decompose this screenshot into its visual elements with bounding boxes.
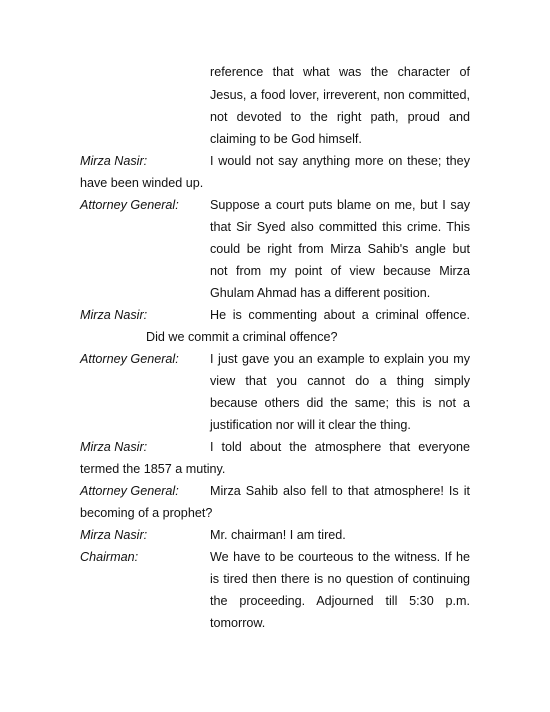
speech-line: Ghulam Ahmad has a different position.: [210, 286, 431, 300]
speech-line: not from my point of view because Mirza: [210, 264, 470, 278]
speech-wrap-line: becoming of a prophet?: [80, 506, 213, 520]
speaker-label: Chairman:: [80, 550, 139, 564]
continuation-line: claiming to be God himself.: [210, 132, 362, 146]
speech-line: I told about the atmosphere that everyone: [210, 440, 470, 454]
speaker-label: Mirza Nasir:: [80, 440, 148, 454]
speech-wrap-line: Did we commit a criminal offence?: [146, 330, 338, 344]
speech-line: could be right from Mirza Sahib's angle but: [210, 242, 470, 256]
continuation-line: Jesus, a food lover, irreverent, non committed,: [210, 88, 470, 102]
speech-line: I just gave you an example to explain you my: [210, 352, 470, 366]
speech-line: Mr. chairman! I am tired.: [210, 528, 346, 542]
speech-line: view that you cannot do a thing simply: [210, 374, 470, 388]
speaker-label: Attorney General:: [80, 198, 179, 212]
speech-line: that Sir Syed also committed this crime. This: [210, 220, 470, 234]
speech-line: I would not say anything more on these; they: [210, 154, 470, 168]
speaker-label: Mirza Nasir:: [80, 308, 148, 322]
continuation-line: reference that what was the character of: [210, 65, 470, 79]
speech-line: the proceeding. Adjourned till 5:30 p.m.: [210, 594, 470, 608]
speech-line: tomorrow.: [210, 616, 266, 630]
speech-wrap-line: termed the 1857 a mutiny.: [80, 462, 226, 476]
continuation-line: not devoted to the right path, proud and: [210, 110, 470, 124]
speech-line: Suppose a court puts blame on me, but I say: [210, 198, 470, 212]
speech-line: is tired then there is no question of continuing: [210, 572, 470, 586]
speaker-label: Attorney General:: [80, 352, 179, 366]
speech-line: because others did the same; this is not a: [210, 396, 470, 410]
speech-line: We have to be courteous to the witness. If he: [210, 550, 470, 564]
speech-line: He is commenting about a criminal offence.: [210, 308, 470, 322]
speech-wrap-line: have been winded up.: [80, 176, 204, 190]
speaker-label: Mirza Nasir:: [80, 154, 148, 168]
speaker-label: Mirza Nasir:: [80, 528, 148, 542]
speaker-label: Attorney General:: [80, 484, 179, 498]
speech-line: Mirza Sahib also fell to that atmosphere! Is it: [210, 484, 470, 498]
speech-line: justification nor will it clear the thing.: [210, 418, 411, 432]
